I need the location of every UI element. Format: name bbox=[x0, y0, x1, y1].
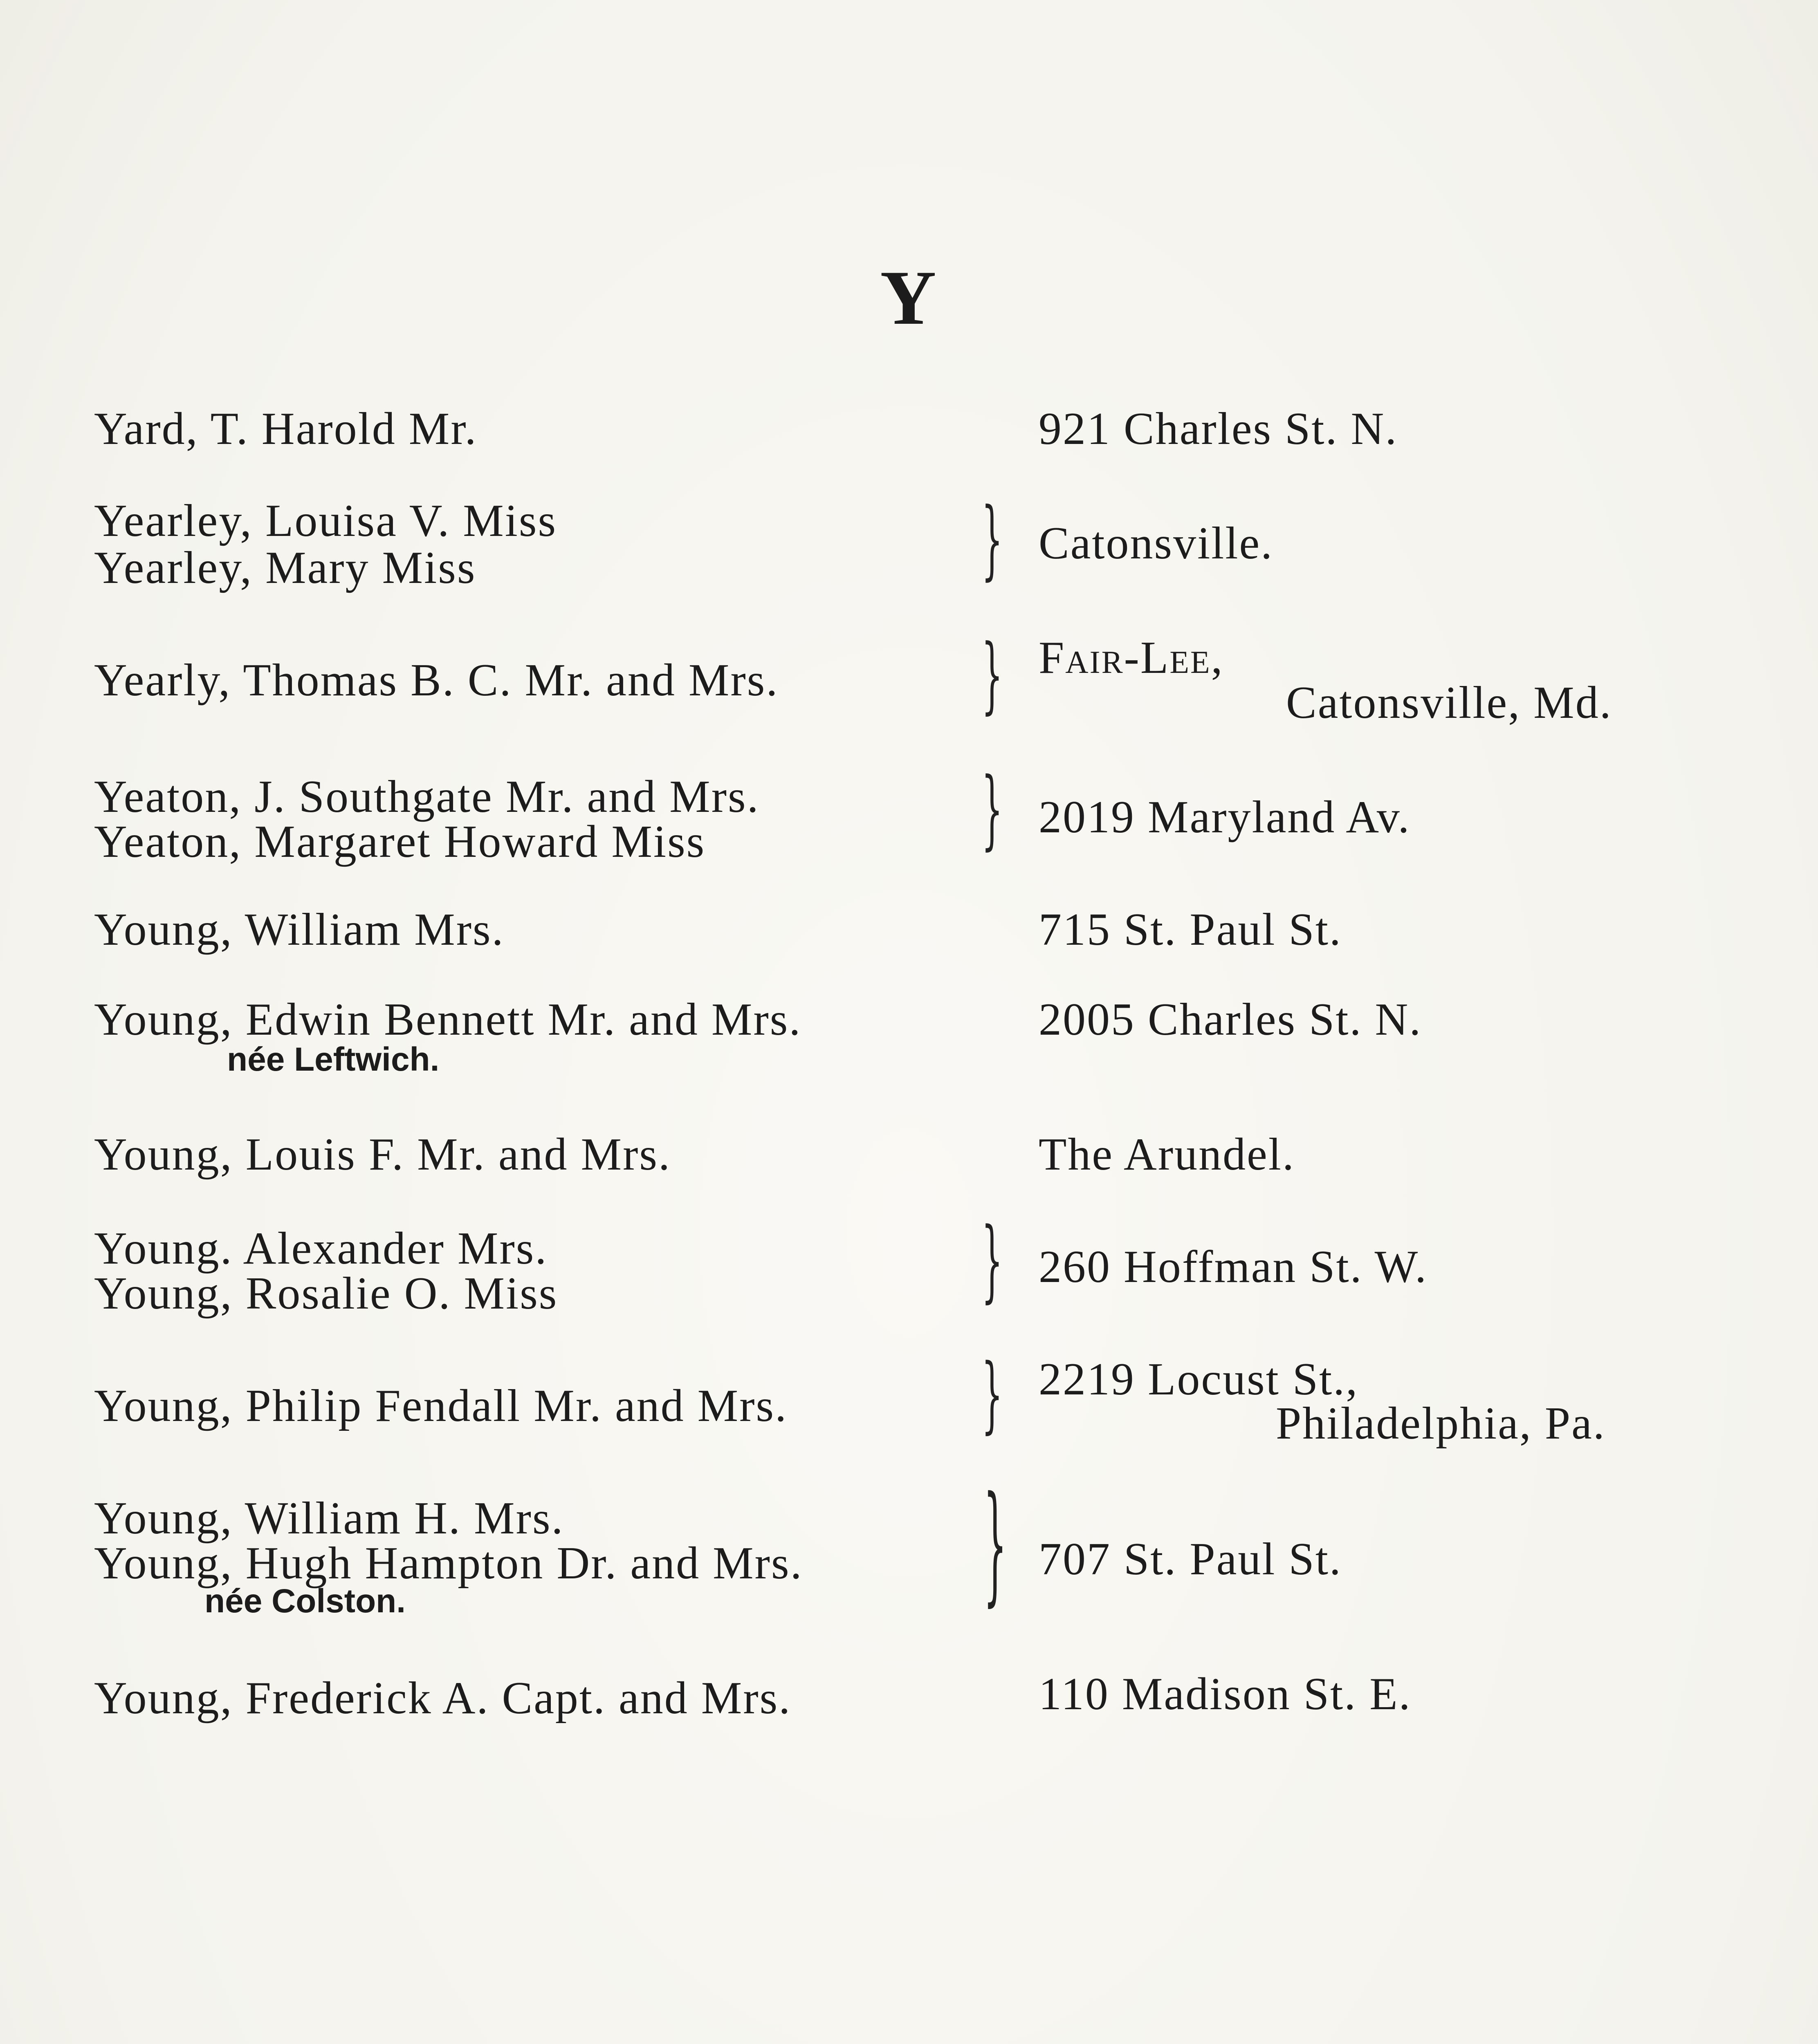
entry-address: Fair-Lee, bbox=[1039, 632, 1224, 683]
brace-icon: } bbox=[981, 760, 1003, 859]
brace-icon: } bbox=[983, 1469, 1007, 1619]
entry-name: Young, Rosalie O. Miss bbox=[94, 1268, 558, 1319]
entry-name: Young, Edwin Bennett Mr. and Mrs. bbox=[94, 994, 802, 1045]
entry-name: Yearley, Louisa V. Miss bbox=[94, 495, 557, 546]
entry-nee: née Colston. bbox=[204, 1582, 406, 1620]
entry-address: 2219 Locust St., bbox=[1039, 1354, 1359, 1405]
brace-icon: } bbox=[981, 1209, 1003, 1312]
entry-name: Young, Philip Fendall Mr. and Mrs. bbox=[94, 1381, 788, 1431]
entry-address: 715 St. Paul St. bbox=[1039, 904, 1342, 955]
entry-address: 110 Madison St. E. bbox=[1039, 1669, 1412, 1719]
brace-icon: } bbox=[981, 627, 1003, 723]
entry-address: 921 Charles St. N. bbox=[1039, 403, 1398, 454]
entry-address: 260 Hoffman St. W. bbox=[1039, 1242, 1428, 1292]
entry-address: The Arundel. bbox=[1039, 1129, 1295, 1180]
entry-name: Young, William H. Mrs. bbox=[94, 1493, 564, 1544]
entry-name: Yearly, Thomas B. C. Mr. and Mrs. bbox=[94, 655, 779, 706]
entry-address: Catonsville. bbox=[1039, 518, 1274, 569]
entry-name: Yearley, Mary Miss bbox=[94, 542, 476, 593]
entry-address: 2005 Charles St. N. bbox=[1039, 994, 1422, 1045]
entry-name: Young, William Mrs. bbox=[94, 904, 505, 955]
entry-name: Yeaton, J. Southgate Mr. and Mrs. bbox=[94, 771, 760, 822]
entry-name: Young, Louis F. Mr. and Mrs. bbox=[94, 1129, 671, 1180]
brace-icon: } bbox=[981, 1346, 1003, 1443]
brace-icon: } bbox=[981, 490, 1003, 589]
entry-name: Yeaton, Margaret Howard Miss bbox=[94, 816, 706, 867]
entry-name: Yard, T. Harold Mr. bbox=[94, 403, 478, 454]
section-letter: Y bbox=[880, 255, 938, 341]
entry-name: Young, Frederick A. Capt. and Mrs. bbox=[94, 1673, 792, 1724]
entry-name: Young, Hugh Hampton Dr. and Mrs. bbox=[94, 1538, 803, 1589]
entry-address: Philadelphia, Pa. bbox=[1276, 1398, 1606, 1449]
entry-address: 2019 Maryland Av. bbox=[1039, 792, 1411, 843]
entry-name: Young. Alexander Mrs. bbox=[94, 1223, 548, 1274]
entry-nee: née Leftwich. bbox=[227, 1041, 440, 1078]
entry-address: 707 St. Paul St. bbox=[1039, 1534, 1342, 1585]
entry-address: Catonsville, Md. bbox=[1286, 677, 1612, 728]
